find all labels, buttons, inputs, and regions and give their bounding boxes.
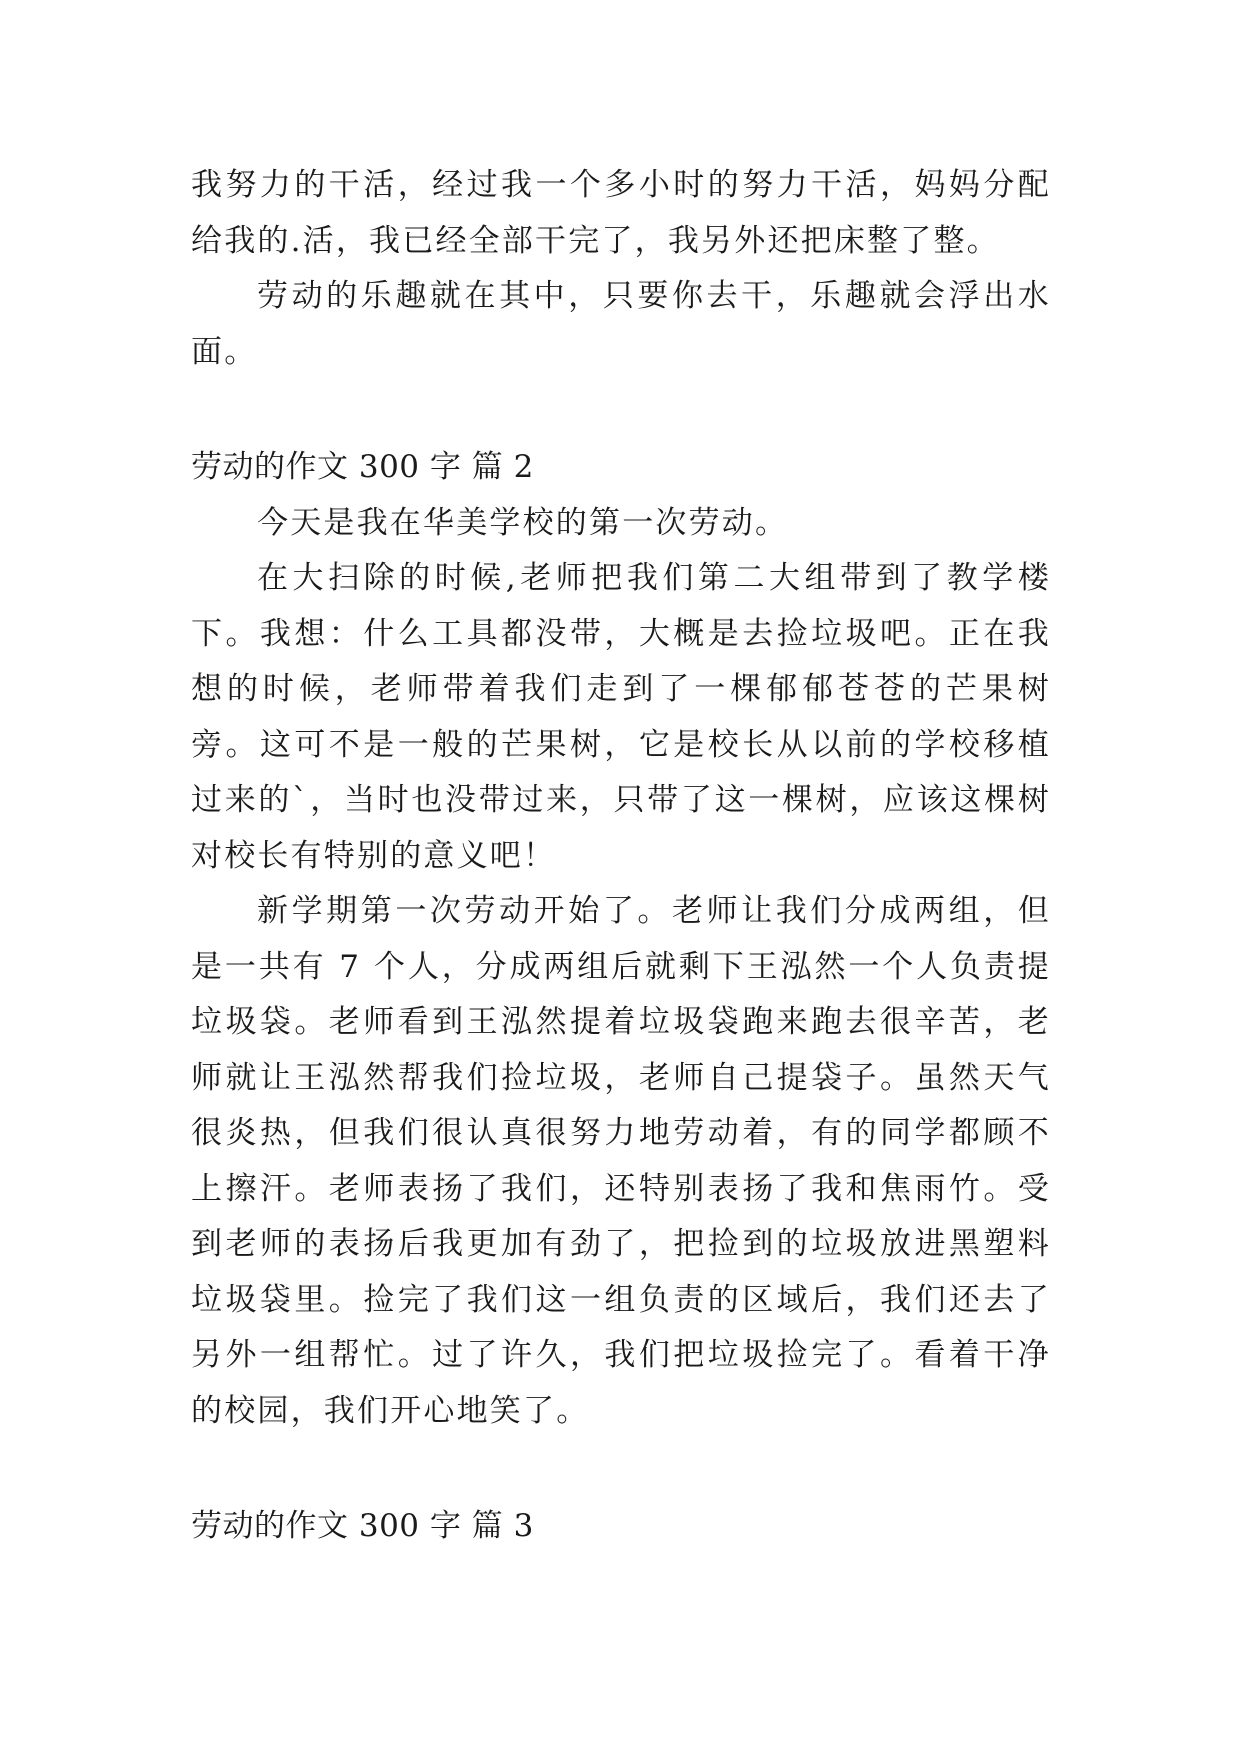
spacer — [191, 1439, 1051, 1499]
paragraph-5: 新学期第一次劳动开始了。老师让我们分成两组，但是一共有 7 个人，分成两组后就剩下王泓然一个人负责提垃圾袋。老师看到王泓然提着垃圾袋跑来跑去很辛苦，老师就让王泓然帮我们捡垃圾，老师自己提袋子。虽然天气很炎热，但我们很认真很努力地劳动着，有的同学都顾不上擦汗。老师表扬了我们，还特别表扬了我和焦雨竹。受到老师的表扬后我更加有劲了，把捡到的垃圾放进黑塑料垃圾袋里。捡完了我们这一组负责的区域后，我们还去了另外一组帮忙。过了许久，我们把垃圾捡完了。看着干净的校园，我们开心地笑了。 — [191, 893, 1051, 1429]
document-page — [191, 158, 1051, 1555]
paragraph-4: 在大扫除的时候,老师把我们第二大组带到了教学楼下。我想：什么工具都没带，大概是去捡垃圾吧。正在我想的时候，老师带着我们走到了一棵郁郁苍苍的芒果树旁。这可不是一般的芒果树，它是校长从以前的学校移植过来的`，当时也没带过来，只带了这一棵树，应该这棵树对校长有特别的意义吧！ — [191, 560, 1051, 874]
paragraph-2: 劳动的乐趣就在其中，只要你去干，乐趣就会浮出水面。 — [191, 278, 1051, 370]
section-heading-3: 劳动的作文 300 字 篇 3 — [191, 1508, 534, 1544]
paragraph-3: 今天是我在华美学校的第一次劳动。 — [257, 504, 789, 541]
section-heading-2: 劳动的作文 300 字 篇 2 — [191, 449, 534, 485]
spacer — [191, 380, 1051, 440]
paragraph-1: 我努力的干活，经过我一个多小时的努力干活，妈妈分配给我的.活，我已经全部干完了，我另外还把床整了整。 — [191, 167, 1051, 259]
